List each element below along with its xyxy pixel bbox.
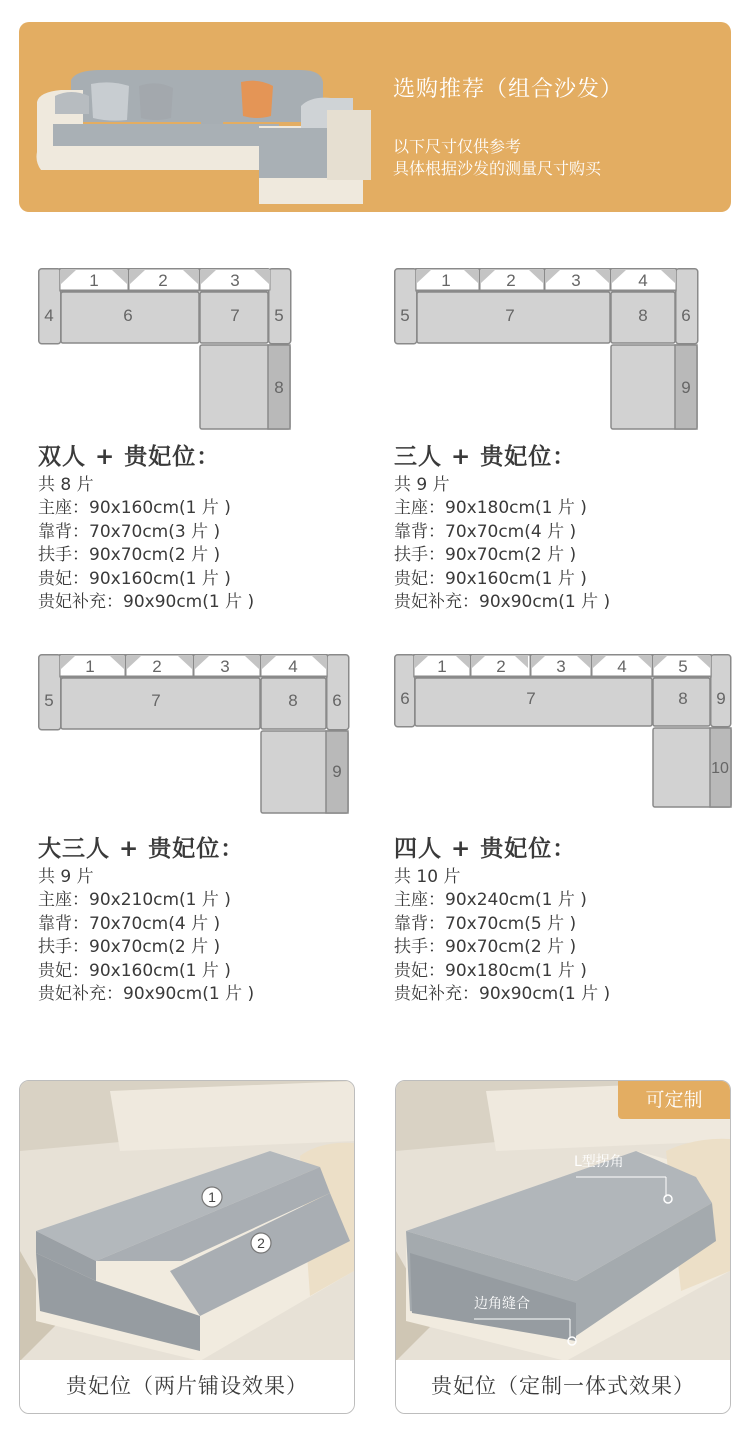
piece-label: 1 [441,271,451,290]
piece-label: 6 [681,306,691,325]
spec-line: 靠背：70x70cm(5 片 ) [394,913,577,934]
spec-line: 共 9 片 [394,474,450,495]
spec-line: 共 9 片 [38,866,94,887]
piece-label: 10 [711,760,729,777]
piece-label: 7 [505,306,515,325]
spec-line: 主座：90x210cm(1 片 ) [38,890,231,910]
layout-diagram-double [38,268,293,432]
marker-1: 1 [208,1189,216,1205]
sofa-photo-one-piece [396,1081,730,1361]
spec-line: 贵妃补充：90x90cm(1 片 ) [394,592,611,612]
spec-line: 靠背：70x70cm(3 片 ) [38,521,221,542]
piece-label: 1 [85,657,95,676]
piece-label: 9 [681,378,691,397]
piece-label: 1 [437,657,447,676]
banner-note-measure: 具体根据沙发的测量尺寸购买 [393,159,602,178]
piece-label: 4 [44,306,54,325]
marker-2: 2 [257,1235,265,1251]
spec-line: 贵妃：90x160cm(1 片 ) [394,568,587,589]
piece-label: 8 [678,689,688,708]
piece-label: 6 [332,691,342,710]
piece-label: 6 [123,306,133,325]
piece-label: 5 [44,691,54,710]
spec-title: 双人 + 贵妃位： [38,444,221,470]
spec-title: 三人 + 贵妃位： [394,444,577,470]
spec-title: 大三人 + 贵妃位： [38,836,245,862]
piece-label: 4 [617,657,627,676]
spec-line: 主座：90x160cm(1 片 ) [38,498,231,518]
piece-label: 1 [89,271,99,290]
piece-label: 4 [638,271,648,290]
header-banner [19,22,731,212]
layout-diagram-large-triple [38,654,352,816]
spec-triple [394,446,610,615]
piece-label: 8 [638,306,648,325]
spec-double [38,446,254,615]
piece-label: 3 [220,657,230,676]
piece-label: 5 [400,306,410,325]
piece-label: 5 [678,657,688,676]
piece-label: 2 [506,271,516,290]
spec-line: 贵妃：90x160cm(1 片 ) [38,960,231,981]
spec-large-triple [38,838,254,1007]
layout-diagram-triple [394,268,700,432]
spec-line: 扶手：90x70cm(2 片 ) [394,937,577,957]
piece-label: 8 [274,378,284,397]
spec-line: 主座：90x240cm(1 片 ) [394,890,587,910]
spec-line: 主座：90x180cm(1 片 ) [394,498,587,518]
piece-label: 3 [556,657,566,676]
piece-label: 8 [288,691,298,710]
spec-line: 贵妃：90x180cm(1 片 ) [394,960,587,981]
photo-custom-one-piece [395,1080,731,1414]
layout-diagram-quad [394,654,734,810]
annotation-edge-stitch: 边角缝合 [474,1296,530,1312]
photo-caption-left: 贵妃位（两片铺设效果） [20,1360,354,1413]
piece-label: 7 [230,306,240,325]
sofa-illustration [31,62,376,212]
piece-label: 4 [288,657,298,676]
spec-line: 扶手：90x70cm(2 片 ) [394,545,577,565]
spec-line: 贵妃补充：90x90cm(1 片 ) [394,984,611,1004]
photo-two-piece-chaise [19,1080,355,1414]
spec-line: 靠背：70x70cm(4 片 ) [394,521,577,542]
piece-label: 2 [496,657,506,676]
piece-label: 2 [158,271,168,290]
piece-label: 3 [230,271,240,290]
spec-line: 贵妃：90x160cm(1 片 ) [38,568,231,589]
spec-line: 贵妃补充：90x90cm(1 片 ) [38,592,255,612]
customizable-badge: 可定制 [618,1081,730,1119]
piece-label: 6 [400,689,410,708]
annotation-l-corner: L型拐角 [574,1154,624,1170]
piece-label: 5 [274,306,284,325]
banner-note-reference: 以下尺寸仅供参考 [393,137,522,156]
spec-title: 四人 + 贵妃位： [394,836,577,862]
spec-line: 贵妃补充：90x90cm(1 片 ) [38,984,255,1004]
piece-label: 2 [152,657,162,676]
spec-line: 扶手：90x70cm(2 片 ) [38,545,221,565]
spec-line: 靠背：70x70cm(4 片 ) [38,913,221,934]
piece-label: 7 [526,689,536,708]
piece-label: 9 [332,762,342,781]
banner-title: 选购推荐（组合沙发） [393,77,624,102]
piece-label: 9 [716,689,726,708]
sofa-photo-two-piece [20,1081,354,1361]
spec-quad [394,838,610,1007]
spec-line: 共 8 片 [38,474,94,495]
spec-line: 扶手：90x70cm(2 片 ) [38,937,221,957]
spec-line: 共 10 片 [394,866,461,887]
piece-label: 7 [151,691,161,710]
piece-label: 3 [571,271,581,290]
photo-caption-right: 贵妃位（定制一体式效果） [396,1360,730,1413]
